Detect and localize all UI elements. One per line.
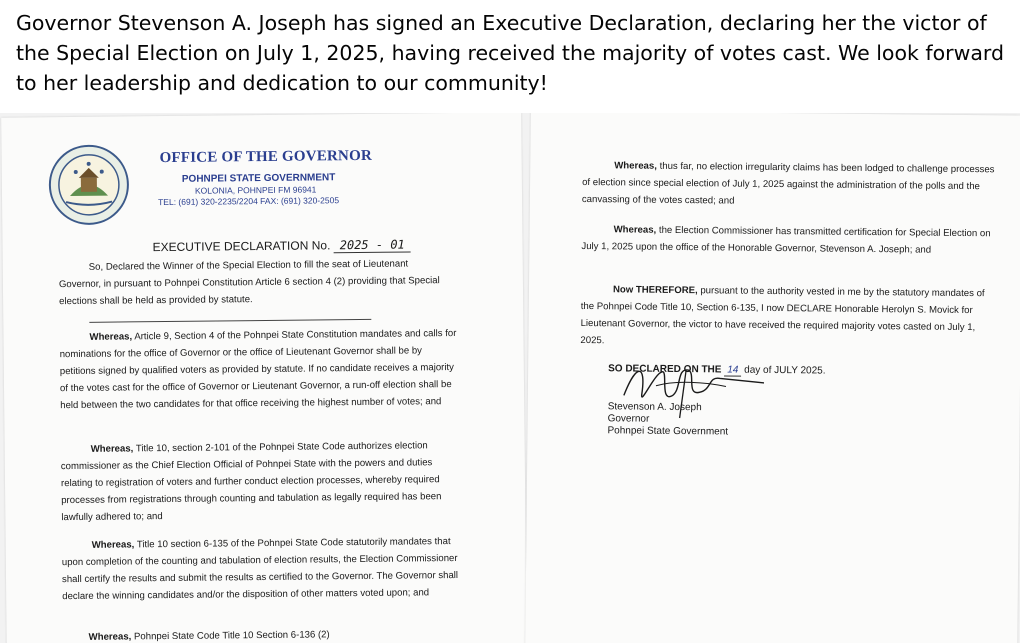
whereas-text: thus far, no election irregularity claims has been lodged to challenge processes of election since special election of July 1, 2025 against the administration of the polls and the canvassing of the votes casted; and [581,160,995,207]
whereas-paragraph-2 [61,437,462,526]
whereas-paragraph-3 [62,533,463,605]
whereas-text: the Election Commissioner has transmitted certification for Special Election on July 1, 2025 upon the office of the Honorable Governor, Stevenson A. Joseph; and [581,224,991,256]
therefore-paragraph [580,281,996,353]
whereas-text: Title 10 section 6-135 of the Pohnpei State Code statutorily mandates that upon completion of the counting and tabulation of election results, the Election Commissioner shall certify the results and submit the results as certified to the Governor. The Governor shall declare the winning candidates and/or the disposition of other matters voted upon; and [61,536,459,603]
declaration-number: 2025 - 01 [334,237,411,253]
whereas-paragraph-1 [59,325,460,414]
pohnpei-state-seal-icon [47,143,130,226]
government-address: KOLONIA, POHNPEI FM 96941 [194,184,317,196]
whereas-lead: Whereas, [89,331,133,343]
whereas-lead: Whereas, [88,631,132,643]
document-page-left [1,113,527,643]
whereas-lead: Whereas, [90,443,134,455]
whereas-paragraph-6 [581,221,996,259]
declared-suffix: day of JULY 2025. [744,364,826,377]
signer-organization: Pohnpei State Government [607,425,729,438]
whereas-paragraph-4 [63,625,463,643]
government-name: POHNPEI STATE GOVERNMENT [181,172,336,185]
declaration-heading [152,237,410,255]
whereas-lead: Whereas, [613,224,657,236]
whereas-lead: Whereas, [614,160,657,172]
declaration-intro: So, Declared the Winner of the Special Election to fill the seat of Lieutenant Governor, in pursuant to Pohnpei Constitution Article 6 section 4 (2) providing that Special elections shall be held as provided by statute. [58,258,440,308]
declaration-heading-label: EXECUTIVE DECLARATION No. [152,238,331,255]
whereas-paragraph-5 [582,157,998,212]
whereas-lead: Whereas, [91,539,135,551]
government-phone: TEL: (691) 320-2235/2204 FAX: (691) 320-2505 [158,195,340,208]
document-page-right [525,113,1020,643]
declared-day: 14 [724,364,741,376]
whereas-text: Title 10, section 2-101 of the Pohnpei State Code authorizes election commissioner as the Chief Election Official of Pohnpei State with the powers and duties relating to registration of voters and further conduct election processes, whereby required processes from registrations through counting and tabulation as legally required has been lawfully adhered to; and [60,440,442,524]
whereas-text: Article 9, Section 4 of the Pohnpei State Constitution mandates and calls for nominations for the office of Governor or the office of Lieutenant Governor shall be by petitions signed by qualified voters as provided by statute. If no candidate receives a majority of the votes cast for the office of Governor or Lieutenant Governor, a run-off election shall be held between the two candidates for that office receiving the highest number of votes; and [59,327,457,412]
signature-block [607,401,728,438]
section-divider [89,319,371,323]
whereas-text: Pohnpei State Code Title 10 Section 6-136 (2) [131,629,330,643]
post-caption: Governor Stevenson A. Joseph has signed an Executive Declaration, declaring her the victor of the Special Election on July 1, 2025, having received the majority of votes cast. We look forward to her leadership and dedication to our community! [16,11,1004,95]
signer-title: Governor [607,413,650,425]
declared-prefix: SO DECLARED ON THE [608,363,722,376]
post-image-attachment[interactable] [0,113,1020,643]
therefore-text: pursuant to the authority vested in me by the statutory mandates of the Pohnpei Code Title 10, Section 6-135, I now DECLARE Honorable Herolyn S. Movick for Lieutenant Governor, the victor to have received the required majority votes casted on July 1, 2025. [580,285,985,347]
therefore-lead: Now THEREFORE, [612,284,698,297]
office-title: OFFICE OF THE GOVERNOR [159,147,373,167]
signer-name: Stevenson A. Joseph [607,401,702,414]
